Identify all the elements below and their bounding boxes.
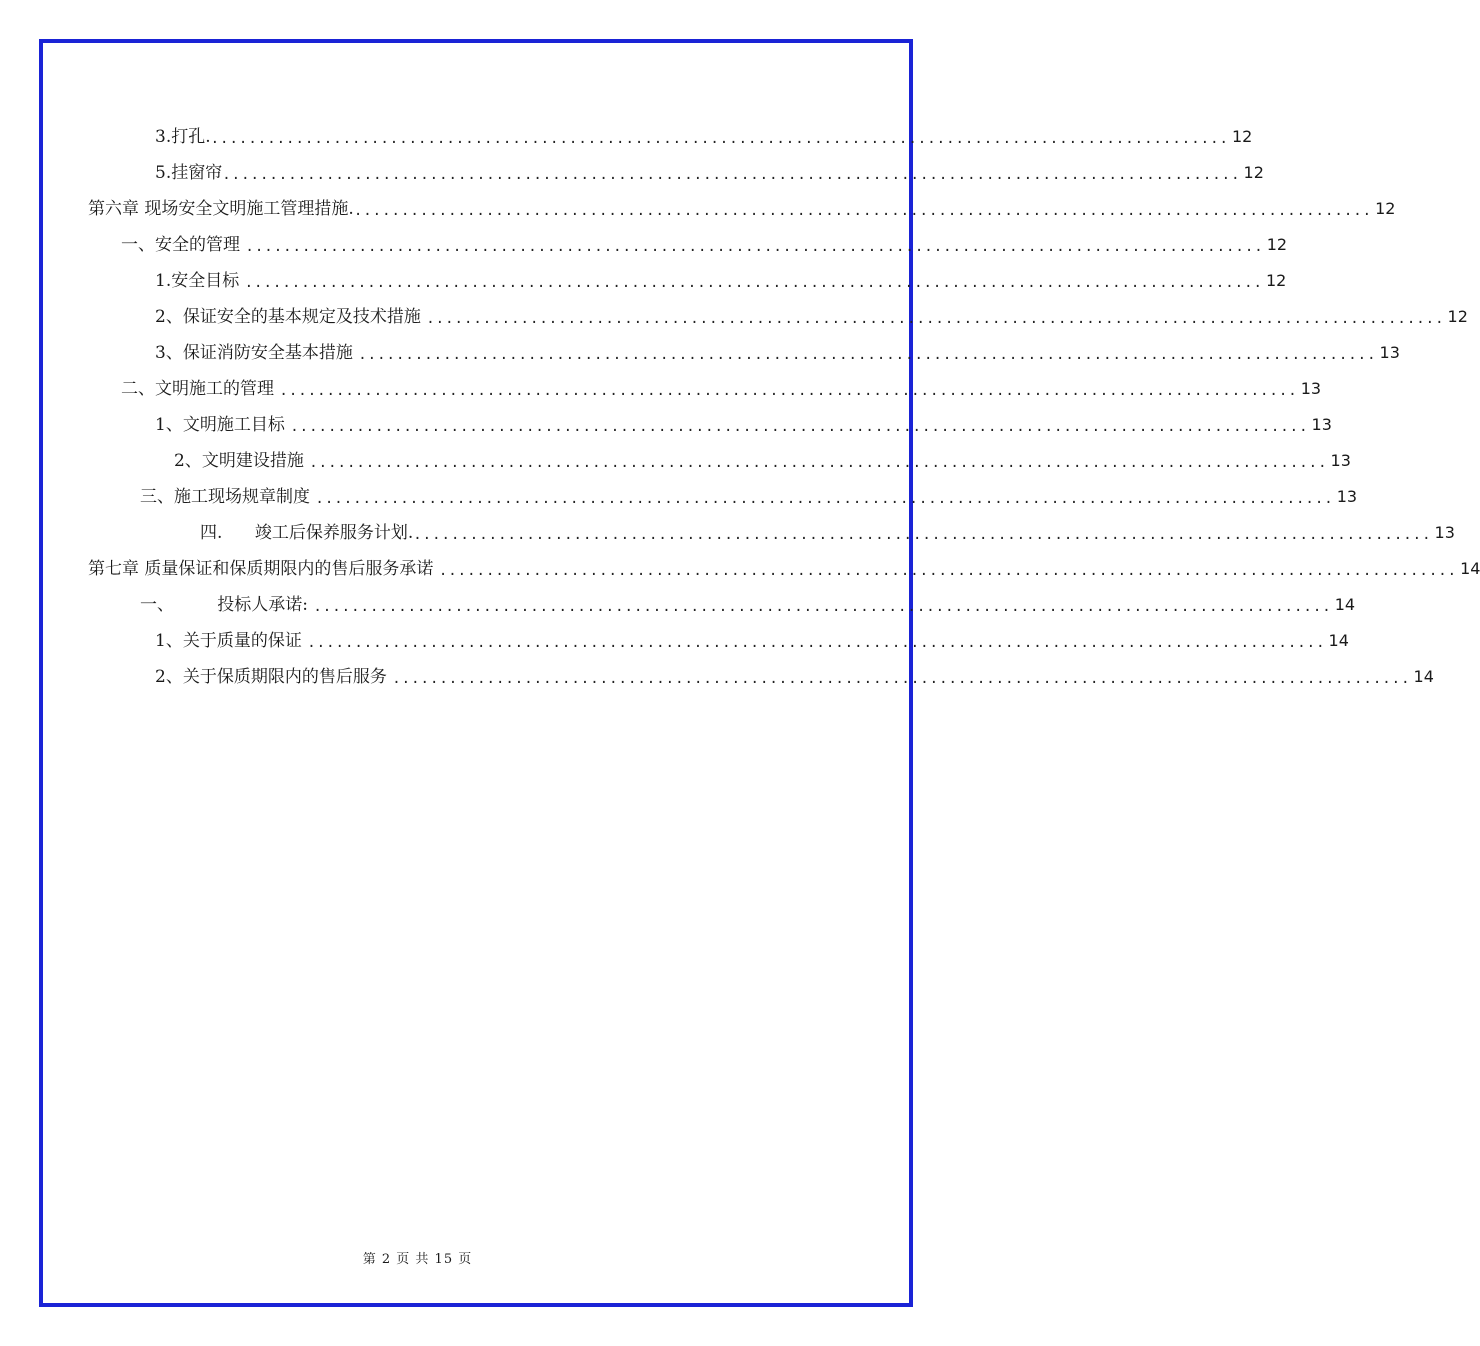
- toc-dot-leader: ............................................................................................................: [315, 491, 1334, 507]
- toc-entry-title: 3.打孔.: [155, 127, 211, 147]
- toc-dot-leader: ............................................................................................................: [413, 527, 1432, 543]
- toc-dot-leader: ............................................................................................................: [353, 203, 1373, 219]
- toc-entry[interactable]: [155, 628, 1349, 654]
- toc-entry-title: 三、施工现场规章制度: [140, 487, 316, 507]
- toc-entry[interactable]: [121, 376, 1322, 402]
- toc-entry-title: 2、关于保质期限内的售后服务: [155, 667, 393, 687]
- toc-entry-title: 二、文明施工的管理: [121, 379, 280, 399]
- toc-dot-leader: ............................................................................................................: [309, 455, 1328, 471]
- toc-entry[interactable]: [155, 124, 1253, 150]
- toc-entry-page: 13: [1379, 343, 1400, 362]
- toc-dot-leader: ............................................................................................................: [279, 383, 1298, 399]
- toc-dot-leader: ............................................................................................................: [222, 167, 1241, 183]
- toc-entry-title: 5.挂窗帘: [155, 163, 223, 183]
- toc-entry-title: 1、文明施工目标: [155, 415, 291, 435]
- toc-dot-leader: ............................................................................................................: [438, 563, 1458, 579]
- toc-entry[interactable]: [88, 556, 1480, 582]
- toc-entry[interactable]: [121, 232, 1288, 258]
- toc-entry-page: 14: [1328, 631, 1349, 650]
- toc-entry-page: 12: [1243, 163, 1264, 182]
- toc-entry-page: 14: [1334, 595, 1356, 614]
- toc-entry-page: 12: [1266, 235, 1288, 254]
- toc-entry-page: 14: [1413, 667, 1434, 686]
- toc-entry-title: 第七章 质量保证和保质期限内的售后服务承诺: [88, 559, 439, 579]
- toc-entry-title: 3、保证消防安全基本措施: [155, 343, 359, 363]
- toc-entry-page: 12: [1231, 127, 1253, 146]
- toc-dot-leader: ............................................................................................................: [210, 131, 1229, 147]
- toc-entry[interactable]: [140, 484, 1358, 510]
- toc-entry[interactable]: [155, 268, 1287, 294]
- toc-dot-leader: ............................................................................................................: [307, 635, 1326, 651]
- toc-entry[interactable]: [140, 592, 1356, 618]
- toc-entry[interactable]: [174, 448, 1351, 474]
- toc-entry-page: 12: [1265, 271, 1287, 290]
- toc-entry-page: 13: [1336, 487, 1358, 506]
- toc-entry[interactable]: [155, 304, 1468, 330]
- toc-entry[interactable]: [155, 340, 1400, 366]
- toc-entry-page: 14: [1460, 559, 1480, 578]
- toc-dot-leader: ............................................................................................................: [426, 311, 1445, 327]
- toc-entry-title: 一、安全的管理: [121, 235, 246, 255]
- toc-entry-title: 四. 竣工后保养服务计划.: [200, 523, 414, 543]
- toc-entry-title: 第六章 现场安全文明施工管理措施.: [88, 199, 354, 219]
- toc-entry-page: 13: [1311, 415, 1332, 434]
- toc-dot-leader: ............................................................................................................: [244, 275, 1263, 291]
- toc-entry[interactable]: [88, 196, 1396, 222]
- toc-dot-leader: ............................................................................................................: [245, 239, 1264, 255]
- toc-entry-title: 1.安全目标: [155, 271, 245, 291]
- page-footer: 第 2 页 共 15 页: [362, 1252, 473, 1267]
- toc-entry-page: 12: [1375, 199, 1396, 218]
- toc-dot-leader: ............................................................................................................: [313, 599, 1332, 615]
- toc-entry-title: 2、文明建设措施: [174, 451, 310, 471]
- toc-entry[interactable]: [155, 664, 1434, 690]
- toc-entry-page: 13: [1300, 379, 1322, 398]
- toc-entry[interactable]: [200, 520, 1455, 546]
- toc-entry[interactable]: [155, 160, 1264, 186]
- toc-entry-title: 2、保证安全的基本规定及技术措施: [155, 307, 427, 327]
- toc-entry-page: 13: [1434, 523, 1455, 542]
- toc-entry[interactable]: [155, 412, 1332, 438]
- toc-entry-page: 13: [1330, 451, 1351, 470]
- toc-dot-leader: ............................................................................................................: [290, 419, 1309, 435]
- toc-dot-leader: ............................................................................................................: [358, 347, 1377, 363]
- toc-entry-title: 1、关于质量的保证: [155, 631, 308, 651]
- toc-entry-page: 12: [1447, 307, 1468, 326]
- toc-entry-title: 一、 投标人承诺:: [140, 595, 314, 615]
- toc-dot-leader: ............................................................................................................: [392, 671, 1411, 687]
